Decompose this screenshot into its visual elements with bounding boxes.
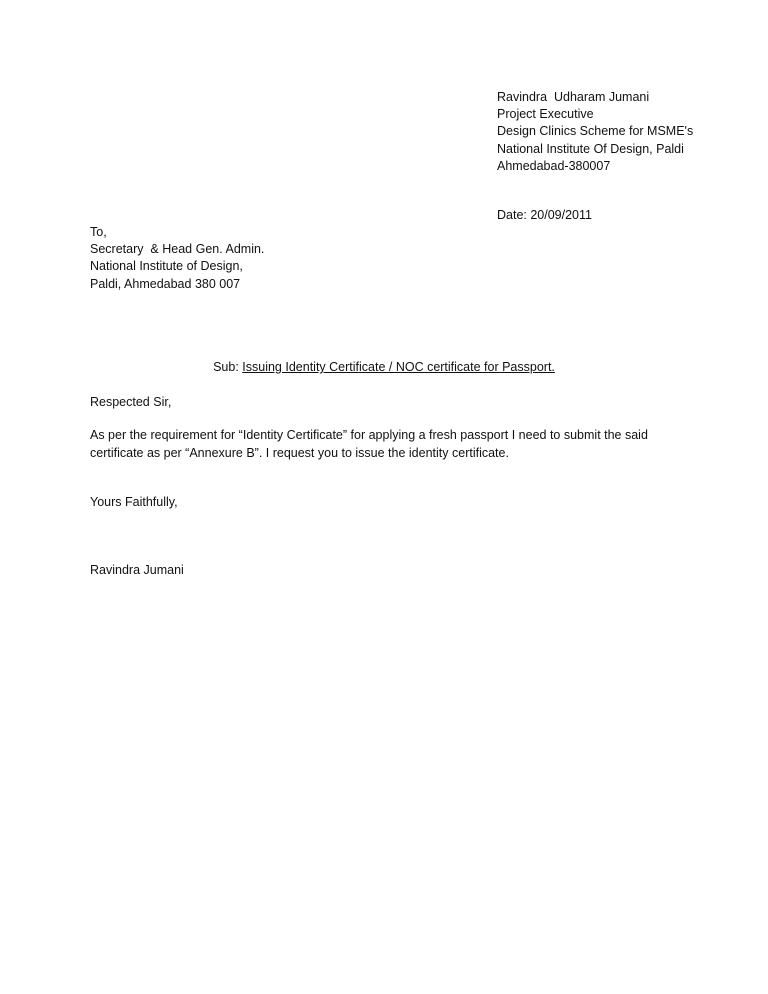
sender-institute: National Institute Of Design, Paldi [497,141,684,156]
subject-prefix: Sub: [213,360,243,374]
subject-text: Issuing Identity Certificate / NOC certificate for Passport. [242,360,555,374]
recipient-to: To, [90,225,107,239]
subject-line [0,359,768,376]
sender-scheme: Design Clinics Scheme for MSME's [497,124,694,139]
recipient-institute: National Institute of Design, [90,259,243,274]
letter-body [90,427,680,462]
signature-name: Ravindra Jumani [90,563,184,577]
recipient-title: Secretary & Head Gen. Admin. [90,242,265,257]
recipient-address-block [90,224,264,293]
body-line-2: certificate as per “Annexure B”. I request you to issue the identity certificate. [90,445,509,460]
salutation: Respected Sir, [90,395,172,409]
letter-date: Date: 20/09/2011 [497,208,592,222]
sender-name: Ravindra Udharam Jumani [497,90,650,104]
sender-address-block [497,89,693,175]
body-line-1: As per the requirement for “Identity Certificate” for applying a fresh passport I need to submit the said [90,428,648,442]
sender-city: Ahmedabad-380007 [497,158,611,173]
closing: Yours Faithfully, [90,495,178,509]
sender-designation: Project Executive [497,107,594,122]
recipient-address: Paldi, Ahmedabad 380 007 [90,276,241,291]
